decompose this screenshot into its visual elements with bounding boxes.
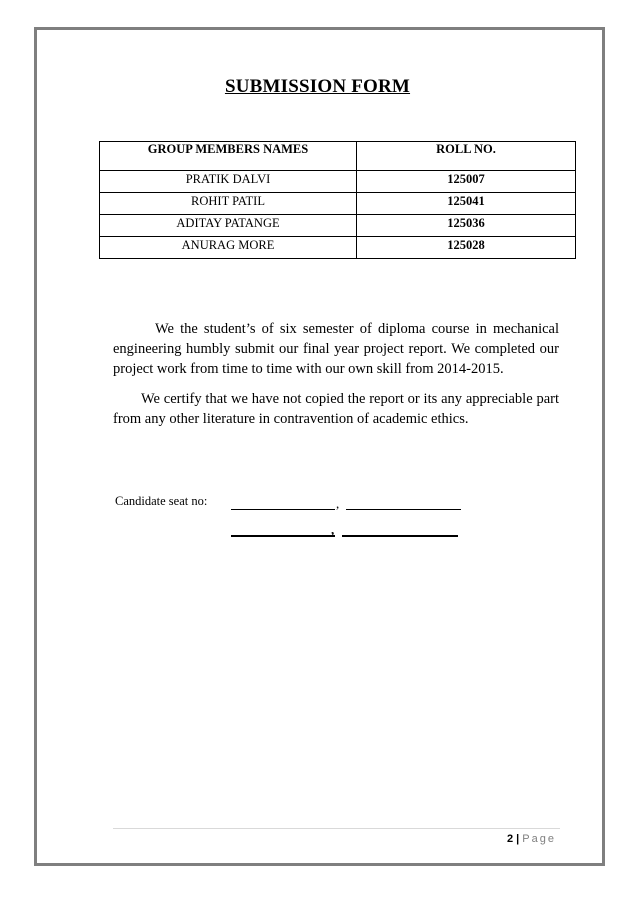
table-row	[100, 171, 576, 193]
page-title: SUBMISSION FORM	[224, 76, 411, 97]
member-roll: 125036	[357, 215, 576, 237]
table-header-row	[100, 142, 576, 171]
seat-separator: ,	[336, 496, 340, 511]
member-roll: 125041	[357, 193, 576, 215]
certification-paragraph	[113, 389, 559, 429]
seat-blank-2[interactable]	[346, 509, 461, 510]
declaration-text: We the student’s of six semester of diploma course in mechanical engineering humbly submit our final year project report. We completed our project work from time to time with our own skill from 2014-2015.	[113, 321, 559, 377]
member-name: ROHIT PATIL	[100, 193, 357, 215]
seat-blank-1[interactable]	[231, 509, 335, 510]
declaration-paragraph	[113, 319, 559, 379]
table-row	[100, 215, 576, 237]
footer-divider-line	[113, 828, 560, 829]
seat-number-label: Candidate seat no:	[115, 494, 208, 508]
member-name: ADITAY PATANGE	[100, 215, 357, 237]
member-name: PRATIK DALVI	[100, 171, 357, 193]
seat-blank-4[interactable]	[342, 535, 458, 537]
member-roll: 125028	[357, 237, 576, 259]
page-number: 2	[506, 833, 514, 845]
seat-separator: ,	[331, 522, 335, 537]
header-names: GROUP MEMBERS NAMES	[100, 142, 357, 171]
header-roll: ROLL NO.	[357, 142, 576, 171]
seat-blank-3[interactable]	[231, 535, 335, 537]
member-roll: 125007	[357, 171, 576, 193]
member-name: ANURAG MORE	[100, 237, 357, 259]
page-footer	[460, 833, 556, 845]
table-row	[100, 193, 576, 215]
group-members-table	[99, 141, 576, 259]
table-row	[100, 237, 576, 259]
page-word: Page	[522, 833, 556, 845]
certification-text: We certify that we have not copied the report or its any appreciable part from any other literature in contravention of academic ethics.	[113, 391, 559, 427]
footer-separator: |	[516, 833, 520, 845]
